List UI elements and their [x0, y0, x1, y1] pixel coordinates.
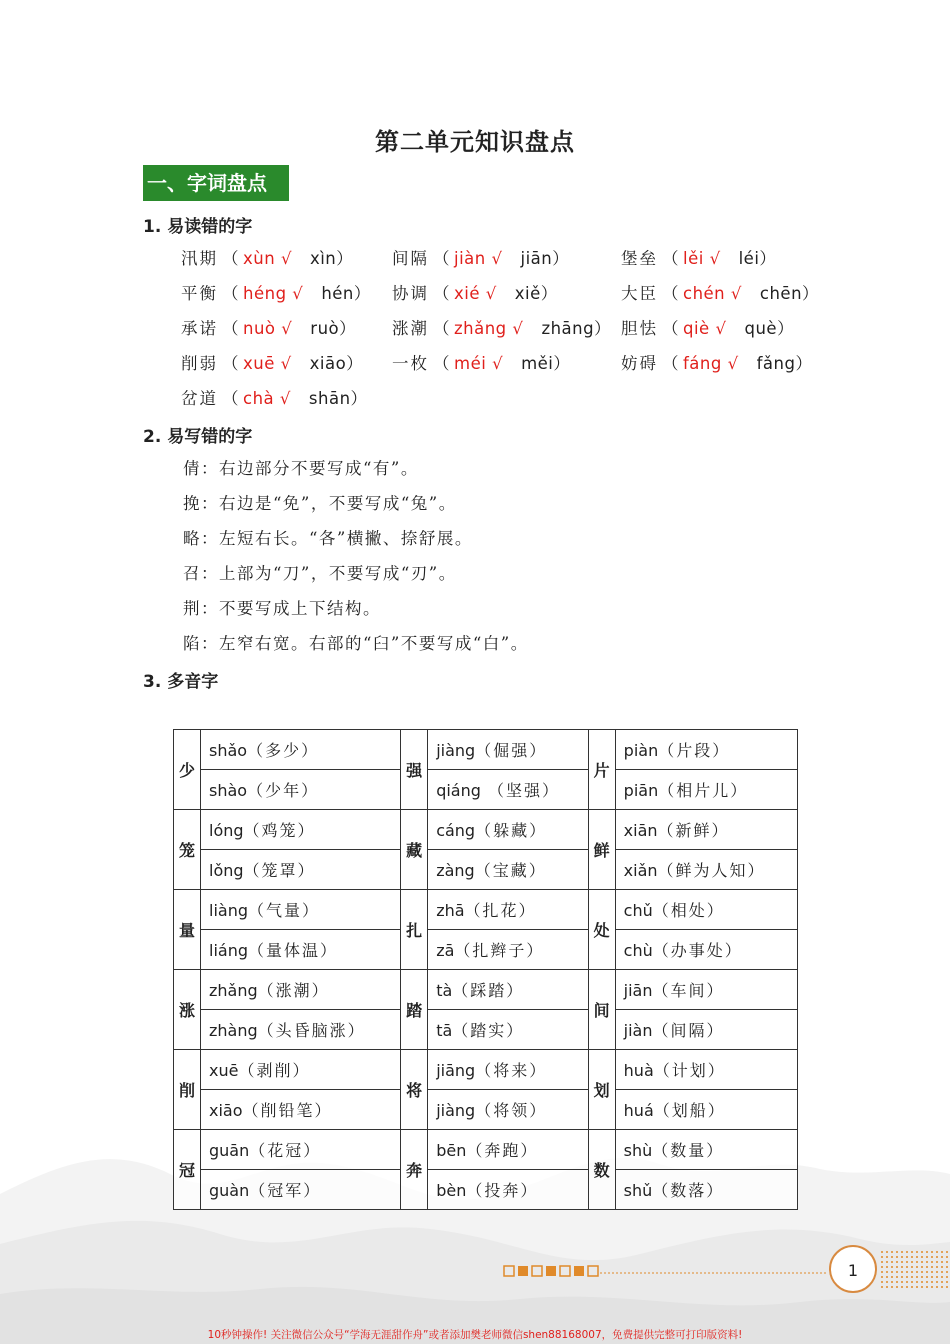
reading-pinyin: xiān — [623, 821, 658, 840]
decorative-squares — [503, 1265, 828, 1279]
reading-word: （踩踏） — [452, 981, 525, 1000]
polyphone-row — [174, 970, 798, 1010]
wrong-pinyin: xiě — [514, 284, 541, 303]
reading-word: （数量） — [652, 1141, 725, 1160]
polyphone-row — [174, 770, 798, 810]
reading-word: （冠军） — [249, 1181, 322, 1200]
polyphone-reading — [615, 1170, 797, 1210]
reading-word: （相处） — [652, 901, 725, 920]
check-mark: √ — [730, 284, 742, 303]
right-paren: ） — [353, 284, 371, 303]
misread-word: 妨碍 — [621, 354, 658, 373]
polyphone-char: 片 — [588, 730, 615, 810]
reading-word: （宝藏） — [474, 861, 547, 880]
polyphone-reading — [428, 890, 588, 930]
polyphone-table — [173, 729, 798, 1210]
reading-pinyin: qiáng — [436, 781, 481, 800]
check-mark: √ — [512, 319, 524, 338]
reading-pinyin: zhàng — [209, 1021, 258, 1040]
page-title: 第二单元知识盘点 — [375, 127, 575, 156]
polyphone-reading — [615, 810, 797, 850]
right-paren: ） — [552, 249, 570, 268]
polyphone-reading — [201, 1090, 401, 1130]
right-paren: ） — [346, 354, 364, 373]
left-paren: （ — [222, 389, 239, 408]
polyphone-reading — [201, 1050, 401, 1090]
subheading-miswritten: 2. 易写错的字 — [143, 427, 253, 447]
misread-word: 堡垒 — [621, 249, 658, 268]
polyphone-char: 间 — [588, 970, 615, 1050]
reading-pinyin: shǔ — [623, 1181, 653, 1200]
polyphone-row — [174, 1090, 798, 1130]
wrong-pinyin: léi — [738, 249, 760, 268]
left-paren: （ — [433, 284, 450, 303]
polyphone-reading — [428, 1130, 588, 1170]
reading-pinyin: shù — [623, 1141, 653, 1160]
subheading-polyphone: 3. 多音字 — [143, 672, 219, 692]
polyphone-char: 将 — [401, 1050, 428, 1130]
polyphone-char: 涨 — [174, 970, 201, 1050]
check-mark: √ — [279, 389, 291, 408]
reading-pinyin: tā — [436, 1021, 453, 1040]
reading-word: （间隔） — [652, 1021, 725, 1040]
reading-word: （多少） — [247, 741, 320, 760]
polyphone-reading — [428, 1050, 588, 1090]
wrong-pinyin: fǎng — [756, 354, 796, 373]
polyphone-row — [174, 1170, 798, 1210]
polyphone-char: 奔 — [401, 1130, 428, 1210]
reading-word: （计划） — [653, 1061, 726, 1080]
polyphone-reading — [201, 810, 401, 850]
correct-pinyin: héng — [243, 284, 287, 303]
check-mark: √ — [491, 249, 503, 268]
correct-pinyin: chén — [683, 284, 726, 303]
reading-pinyin: zàng — [436, 861, 475, 880]
reading-word: （花冠） — [249, 1141, 322, 1160]
reading-word: （数落） — [652, 1181, 725, 1200]
polyphone-char: 笼 — [174, 810, 201, 890]
reading-pinyin: shào — [209, 781, 248, 800]
reading-pinyin: lǒng — [209, 861, 244, 880]
check-mark: √ — [485, 284, 497, 303]
reading-word: （办事处） — [652, 941, 743, 960]
misread-item — [621, 280, 819, 304]
polyphone-reading — [428, 730, 588, 770]
right-paren: ） — [759, 249, 777, 268]
check-mark: √ — [292, 284, 304, 303]
reading-pinyin: piān — [623, 781, 659, 800]
reading-pinyin: bèn — [436, 1181, 467, 1200]
misread-word: 涨潮 — [392, 319, 429, 338]
polyphone-char: 冠 — [174, 1130, 201, 1210]
correct-pinyin: fáng — [683, 354, 722, 373]
wrong-pinyin: zhāng — [541, 319, 595, 338]
reading-pinyin: jiàng — [436, 741, 476, 760]
polyphone-reading — [201, 770, 401, 810]
reading-pinyin: bēn — [436, 1141, 467, 1160]
polyphone-char: 数 — [588, 1130, 615, 1210]
left-paren: （ — [222, 319, 239, 338]
reading-pinyin: huà — [623, 1061, 654, 1080]
correct-pinyin: chà — [243, 389, 275, 408]
polyphone-reading — [428, 810, 588, 850]
misread-item — [181, 280, 371, 304]
reading-pinyin: guàn — [209, 1181, 250, 1200]
miswritten-note: 召：上部为“刀”，不要写成“刃”。 — [183, 564, 457, 583]
miswritten-note: 陷：左窄右宽。右部的“臼”不要写成“白”。 — [183, 634, 529, 653]
misread-word: 汛期 — [181, 249, 218, 268]
reading-word: （车间） — [652, 981, 725, 1000]
misread-word: 胆怯 — [621, 319, 658, 338]
left-paren: （ — [662, 319, 679, 338]
misread-item — [621, 245, 776, 269]
reading-word: （气量） — [248, 901, 321, 920]
polyphone-reading — [201, 930, 401, 970]
polyphone-reading — [428, 1090, 588, 1130]
right-paren: ） — [594, 319, 612, 338]
reading-word: （倔强） — [475, 741, 548, 760]
reading-word: （将领） — [475, 1101, 548, 1120]
polyphone-reading — [615, 930, 797, 970]
polyphone-reading — [615, 970, 797, 1010]
polyphone-reading — [615, 1010, 797, 1050]
reading-pinyin: xiāo — [209, 1101, 243, 1120]
polyphone-row — [174, 930, 798, 970]
polyphone-row — [174, 810, 798, 850]
polyphone-reading — [615, 850, 797, 890]
polyphone-row — [174, 1050, 798, 1090]
wrong-pinyin: chēn — [759, 284, 803, 303]
reading-pinyin: guān — [209, 1141, 250, 1160]
miswritten-note: 荆：不要写成上下结构。 — [183, 599, 381, 618]
right-paren: ） — [777, 319, 795, 338]
reading-word: （躲藏） — [475, 821, 548, 840]
reading-pinyin: jiān — [623, 981, 653, 1000]
polyphone-char: 藏 — [401, 810, 428, 890]
misread-item — [181, 350, 363, 374]
section-heading: 一、字词盘点 — [143, 165, 289, 201]
correct-pinyin: nuò — [243, 319, 276, 338]
check-mark: √ — [280, 249, 292, 268]
misread-item — [621, 315, 794, 339]
misread-item — [392, 315, 611, 339]
reading-word: （划船） — [653, 1101, 726, 1120]
reading-word: （量体温） — [248, 941, 339, 960]
polyphone-reading — [201, 1010, 401, 1050]
miswritten-note: 倩：右边部分不要写成“有”。 — [183, 459, 419, 478]
page-number: 1 — [829, 1245, 877, 1293]
polyphone-reading — [428, 850, 588, 890]
polyphone-reading — [615, 1130, 797, 1170]
right-paren: ） — [339, 319, 357, 338]
misread-word: 一枚 — [392, 354, 429, 373]
polyphone-row — [174, 1010, 798, 1050]
reading-word: （鸡笼） — [243, 821, 316, 840]
check-mark: √ — [281, 319, 293, 338]
reading-word: （削铅笔） — [242, 1101, 333, 1120]
reading-word: （片段） — [658, 741, 731, 760]
check-mark: √ — [715, 319, 727, 338]
misread-item — [621, 350, 812, 374]
reading-pinyin: liàng — [209, 901, 248, 920]
polyphone-char: 踏 — [401, 970, 428, 1050]
polyphone-reading — [615, 1050, 797, 1090]
wrong-pinyin: jiān — [520, 249, 553, 268]
wrong-pinyin: ruò — [310, 319, 340, 338]
check-mark: √ — [280, 354, 292, 373]
right-paren: ） — [795, 354, 813, 373]
polyphone-row — [174, 1130, 798, 1170]
reading-word: （笼罩） — [243, 861, 316, 880]
reading-pinyin: tà — [436, 981, 453, 1000]
polyphone-char: 鲜 — [588, 810, 615, 890]
reading-pinyin: xiǎn — [623, 861, 658, 880]
check-mark: √ — [492, 354, 504, 373]
polyphone-reading — [615, 890, 797, 930]
wrong-pinyin: shān — [308, 389, 351, 408]
polyphone-reading — [201, 970, 401, 1010]
misread-word: 平衡 — [181, 284, 218, 303]
reading-pinyin: piàn — [623, 741, 659, 760]
correct-pinyin: xùn — [243, 249, 276, 268]
correct-pinyin: zhǎng — [454, 319, 507, 338]
reading-pinyin: xuē — [209, 1061, 239, 1080]
polyphone-char: 划 — [588, 1050, 615, 1130]
misread-word: 削弱 — [181, 354, 218, 373]
reading-word: （少年） — [247, 781, 320, 800]
check-mark: √ — [727, 354, 739, 373]
right-paren: ） — [802, 284, 820, 303]
polyphone-reading — [428, 1170, 588, 1210]
reading-pinyin: cáng — [436, 821, 476, 840]
right-paren: ） — [553, 354, 571, 373]
reading-word: （剥削） — [238, 1061, 311, 1080]
correct-pinyin: lěi — [683, 249, 704, 268]
reading-word: （涨潮） — [257, 981, 330, 1000]
wrong-pinyin: què — [744, 319, 778, 338]
polyphone-char: 量 — [174, 890, 201, 970]
reading-word: （扎花） — [464, 901, 537, 920]
left-paren: （ — [222, 354, 239, 373]
misread-word: 大臣 — [621, 284, 658, 303]
reading-word: （投奔） — [466, 1181, 539, 1200]
polyphone-reading — [201, 890, 401, 930]
left-paren: （ — [662, 249, 679, 268]
reading-word: （相片儿） — [658, 781, 749, 800]
polyphone-reading — [201, 730, 401, 770]
polyphone-reading — [201, 850, 401, 890]
reading-word: （坚强） — [480, 781, 560, 800]
polyphone-row — [174, 890, 798, 930]
reading-pinyin: chù — [623, 941, 653, 960]
misread-word: 协调 — [392, 284, 429, 303]
wrong-pinyin: xìn — [309, 249, 337, 268]
wrong-pinyin: xiāo — [309, 354, 347, 373]
polyphone-reading — [615, 770, 797, 810]
reading-word: （扎辫子） — [454, 941, 545, 960]
subheading-misread: 1. 易读错的字 — [143, 217, 253, 237]
reading-pinyin: liáng — [209, 941, 248, 960]
polyphone-reading — [615, 730, 797, 770]
polyphone-row — [174, 730, 798, 770]
reading-pinyin: lóng — [209, 821, 244, 840]
right-paren: ） — [540, 284, 558, 303]
left-paren: （ — [662, 354, 679, 373]
reading-word: （踏实） — [452, 1021, 525, 1040]
left-paren: （ — [433, 249, 450, 268]
polyphone-reading — [428, 770, 588, 810]
reading-word: （新鲜） — [657, 821, 730, 840]
wrong-pinyin: měi — [521, 354, 554, 373]
misread-item — [181, 315, 356, 339]
polyphone-char: 削 — [174, 1050, 201, 1130]
misread-item — [181, 385, 368, 409]
miswritten-note: 挽：右边是“免”，不要写成“兔”。 — [183, 494, 457, 513]
polyphone-char: 扎 — [401, 890, 428, 970]
reading-word: （将来） — [475, 1061, 548, 1080]
correct-pinyin: xuē — [243, 354, 275, 373]
left-paren: （ — [222, 284, 239, 303]
polyphone-row — [174, 850, 798, 890]
reading-pinyin: jiàng — [436, 1101, 476, 1120]
decorative-dot-grid — [880, 1250, 950, 1290]
polyphone-reading — [428, 970, 588, 1010]
wrong-pinyin: hén — [321, 284, 354, 303]
left-paren: （ — [222, 249, 239, 268]
misread-item — [392, 245, 569, 269]
correct-pinyin: qiè — [683, 319, 710, 338]
check-mark: √ — [709, 249, 721, 268]
reading-word: （头昏脑涨） — [257, 1021, 366, 1040]
footer-notice: 10秒钟操作! 关注微信公众号“学海无涯甜作舟”或者添加樊老师微信shen88168007，免费提供完整可打印版资料! — [207, 1329, 743, 1341]
polyphone-reading — [428, 1010, 588, 1050]
misread-item — [392, 280, 558, 304]
right-paren: ） — [350, 389, 368, 408]
polyphone-char: 少 — [174, 730, 201, 810]
correct-pinyin: méi — [454, 354, 487, 373]
polyphone-reading — [428, 930, 588, 970]
polyphone-reading — [201, 1170, 401, 1210]
polyphone-char: 处 — [588, 890, 615, 970]
reading-word: （奔跑） — [466, 1141, 539, 1160]
correct-pinyin: xié — [454, 284, 481, 303]
reading-word: （鲜为人知） — [657, 861, 766, 880]
correct-pinyin: jiàn — [454, 249, 486, 268]
reading-pinyin: jiāng — [436, 1061, 476, 1080]
reading-pinyin: zhǎng — [209, 981, 258, 1000]
left-paren: （ — [433, 319, 450, 338]
reading-pinyin: jiàn — [623, 1021, 653, 1040]
misread-item — [181, 245, 353, 269]
polyphone-reading — [201, 1130, 401, 1170]
reading-pinyin: chǔ — [623, 901, 653, 920]
reading-pinyin: huá — [623, 1101, 654, 1120]
polyphone-reading — [615, 1090, 797, 1130]
reading-pinyin: zā — [436, 941, 455, 960]
left-paren: （ — [433, 354, 450, 373]
reading-pinyin: zhā — [436, 901, 465, 920]
miswritten-note: 略：左短右长。“各”横撇、捺舒展。 — [183, 529, 473, 548]
polyphone-char: 强 — [401, 730, 428, 810]
misread-word: 承诺 — [181, 319, 218, 338]
right-paren: ） — [336, 249, 354, 268]
reading-pinyin: shǎo — [209, 741, 248, 760]
misread-word: 岔道 — [181, 389, 218, 408]
misread-word: 间隔 — [392, 249, 429, 268]
misread-item — [392, 350, 570, 374]
left-paren: （ — [662, 284, 679, 303]
